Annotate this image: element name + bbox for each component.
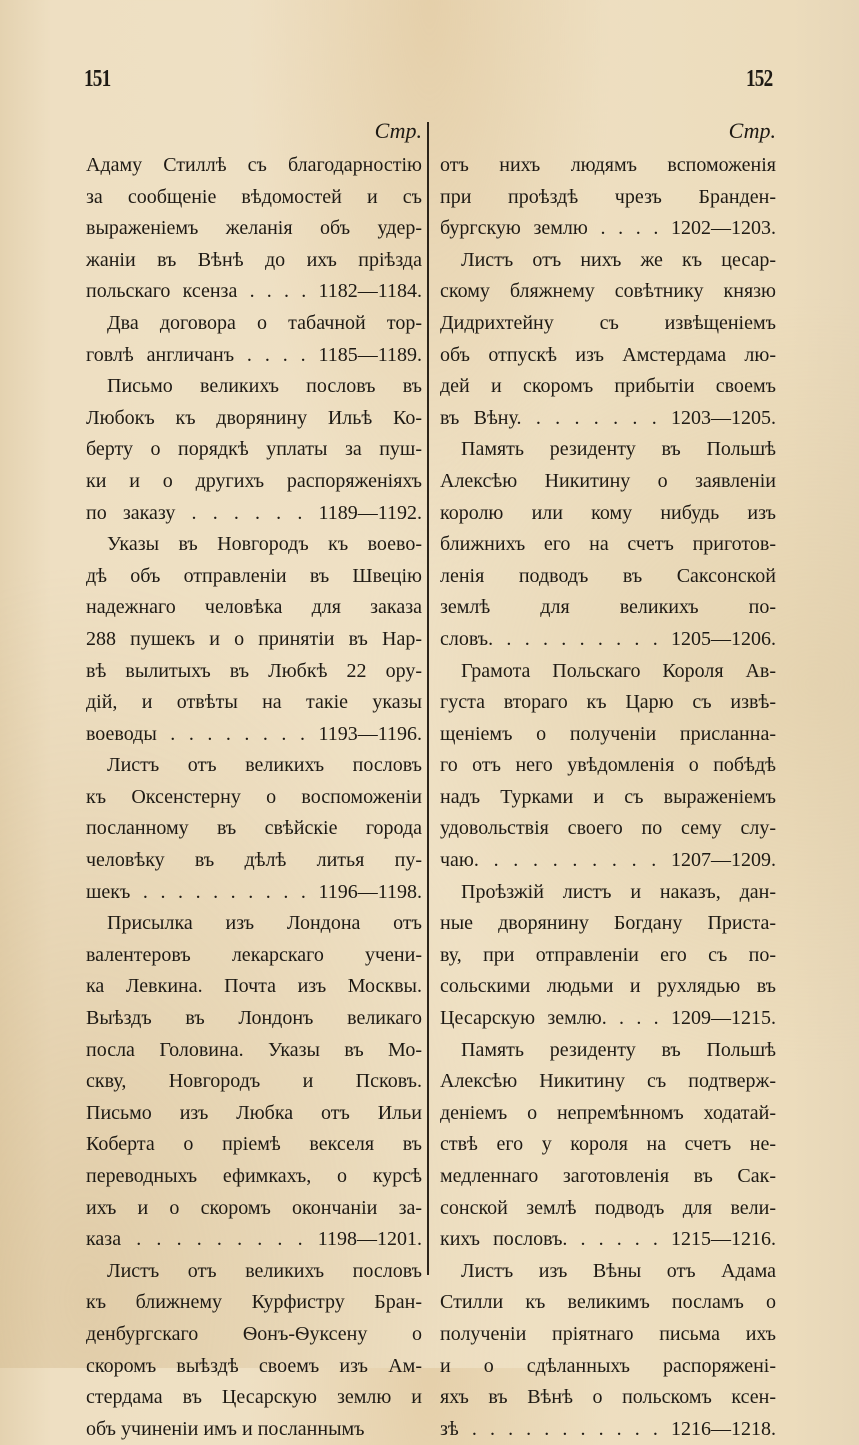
left-column (86, 116, 422, 1445)
index-line: густа втораго къ Царю съ извѣ- (440, 691, 776, 714)
index-line: скому бляжнему совѣтнику князю (440, 280, 776, 303)
index-line: Письмо изъ Любка отъ Ильи (86, 1101, 422, 1124)
index-line: ка Левкина. Почта изъ Москвы. (86, 975, 422, 998)
index-line: Листъ изъ Вѣны отъ Адама (461, 1259, 776, 1282)
index-line: стердама въ Цесарскую землю и (86, 1386, 422, 1409)
index-line: къ Оксенстерну о воспоможеніи (86, 785, 422, 808)
index-line: Адаму Стиллѣ съ благодарностію (86, 154, 422, 176)
index-line: деніемъ о непремѣнномъ ходатай- (440, 1101, 776, 1124)
right-column-lines (440, 150, 776, 1445)
index-line: посланному въ свѣйскіе города (86, 817, 422, 840)
right-column (440, 116, 776, 1445)
index-line: воеводы . . . . . . . . 1193—1196. (86, 722, 422, 745)
index-line: Листъ отъ великихъ пословъ (107, 754, 422, 777)
page-number-right: 152 (746, 66, 773, 92)
index-line: и о сдѣланныхъ распоряжені- (440, 1354, 776, 1377)
index-line: денбургскаго Ѳонъ-Ѳуксену о (86, 1322, 422, 1345)
index-line: го отъ него увѣдомленія о побѣдѣ (440, 754, 776, 777)
index-line: выраженіемъ желанія объ удер- (86, 217, 422, 240)
index-line: надежнаго человѣка для заказа (86, 596, 422, 619)
index-line: дій, и отвѣты на такіе указы (86, 691, 422, 714)
index-line: полученіи пріятнаго письма ихъ (440, 1322, 776, 1345)
index-line: Присылка изъ Лондона отъ (107, 912, 422, 935)
index-line: ближнихъ его на счетъ приготов- (440, 533, 776, 556)
index-line: Грамота Польскаго Короля Ав- (461, 659, 776, 682)
index-line: ленія подводъ въ Саксонской (440, 564, 776, 587)
index-line: въ Вѣну. . . . . . . . 1203—1205. (440, 406, 776, 429)
index-line: Дидрихтейну съ извѣщеніемъ (440, 311, 776, 334)
index-line: кихъ пословъ. . . . . . 1215—1216. (440, 1228, 776, 1251)
index-line: при проѣздѣ чрезъ Бранден- (440, 185, 776, 208)
index-line: вѣ вылитыхъ въ Любкѣ 22 ору- (86, 659, 422, 682)
index-line: Память резиденту въ Польшѣ (461, 1038, 776, 1061)
index-line: дѣ объ отправленіи въ Швецію (86, 564, 422, 587)
page-number-left: 151 (84, 66, 111, 92)
index-line: польскаго ксенза . . . . 1182—1184. (86, 280, 422, 303)
index-line: яхъ въ Вѣнѣ о польскомъ ксен- (440, 1386, 776, 1409)
index-line: Листъ отъ великихъ пословъ (107, 1259, 422, 1282)
index-line: ихъ и о скоромъ окончаніи за- (86, 1196, 422, 1219)
index-line: переводныхъ ефимкахъ, о курсѣ (86, 1165, 422, 1187)
index-line: человѣку въ дѣлѣ литья пу- (86, 849, 422, 872)
index-line: зѣ . . . . . . . . . . . 1216—1218. (440, 1417, 776, 1440)
index-line: объ отпускѣ изъ Амстердама лю- (440, 343, 776, 366)
index-line: надъ Турками и съ выраженіемъ (440, 785, 776, 808)
index-line: отъ нихъ людямъ вспоможенія (440, 154, 776, 176)
index-line: по заказу . . . . . . 1189—1192. (86, 501, 422, 524)
index-line: 288 пушекъ и о принятіи въ Нар- (86, 627, 422, 650)
index-line: скву, Новгородъ и Псковъ. (86, 1070, 422, 1093)
index-line: Два договора о табачной тор- (107, 311, 422, 334)
index-line: дей и скоромъ прибытіи своемъ (440, 375, 776, 398)
index-line: Алексѣю Никитину съ подтверж- (440, 1070, 776, 1093)
index-line: сольскими людьми и рухлядью въ (440, 975, 776, 998)
index-line: объ учиненіи имъ и посланнымъ (86, 1417, 365, 1440)
index-line: Цесарскую землю. . . . 1209—1215. (440, 1007, 776, 1030)
left-column-lines (86, 150, 422, 1445)
column-header-right: Стр. (728, 118, 776, 143)
index-line: скоромъ выѣздѣ своемъ изъ Ам- (86, 1354, 422, 1377)
index-line: Коберта о пріемѣ векселя въ (86, 1133, 422, 1156)
index-line: королю или кому нибудь изъ (440, 501, 776, 524)
index-line: Письмо великихъ пословъ въ (107, 375, 422, 398)
index-line: говлѣ англичанъ . . . . 1185—1189. (86, 343, 422, 366)
index-line: жаніи въ Вѣнѣ до ихъ пріѣзда (86, 248, 422, 271)
index-line: землѣ для великихъ по- (440, 596, 776, 619)
index-line: Стилли къ великимъ посламъ о (440, 1291, 776, 1314)
index-line: Алексѣю Никитину о заявленіи (440, 469, 776, 492)
index-line: за сообщеніе вѣдомостей и съ (86, 185, 422, 208)
index-line: словъ. . . . . . . . . . 1205—1206. (440, 627, 776, 650)
index-line: Любокъ къ дворянину Ильѣ Ко- (86, 406, 422, 429)
index-line: къ ближнему Курфистру Бран- (86, 1291, 422, 1314)
index-line: ву, при отправленіи его съ по- (440, 943, 776, 966)
index-line: ные дворянину Богдану Приста- (440, 912, 776, 935)
index-line: валентеровъ лекарскаго учени- (86, 943, 422, 966)
column-header-left: Стр. (374, 118, 422, 143)
index-line: удовольствія своего по сему слу- (440, 817, 776, 840)
index-line: ствѣ его у короля на счетъ не- (440, 1133, 776, 1156)
index-line: шекъ . . . . . . . . . . 1196—1198. (86, 880, 422, 903)
index-line: ки и о другихъ распоряженіяхъ (86, 469, 422, 492)
index-line: каза . . . . . . . . . 1198—1201. (86, 1228, 422, 1251)
index-line: посла Головина. Указы въ Мо- (86, 1038, 422, 1061)
index-line: медленнаго заготовленія въ Сак- (440, 1165, 776, 1187)
index-line: берту о порядкѣ уплаты за пуш- (86, 438, 422, 461)
index-line: Выѣздъ въ Лондонъ великаго (86, 1007, 422, 1030)
index-line: Листъ отъ нихъ же къ цесар- (461, 248, 776, 271)
index-line: сонской землѣ подводъ для вели- (440, 1196, 776, 1219)
index-line: чаю. . . . . . . . . . 1207—1209. (440, 849, 776, 872)
index-line: бургскую землю . . . . 1202—1203. (440, 217, 776, 240)
index-line: Указы въ Новгородъ къ воево- (107, 533, 422, 556)
column-divider (427, 122, 429, 1275)
index-line: Проѣзжій листъ и наказъ, дан- (461, 880, 776, 903)
index-line: щеніемъ о полученіи присланна- (440, 722, 776, 745)
index-line: Память резиденту въ Польшѣ (461, 438, 776, 461)
